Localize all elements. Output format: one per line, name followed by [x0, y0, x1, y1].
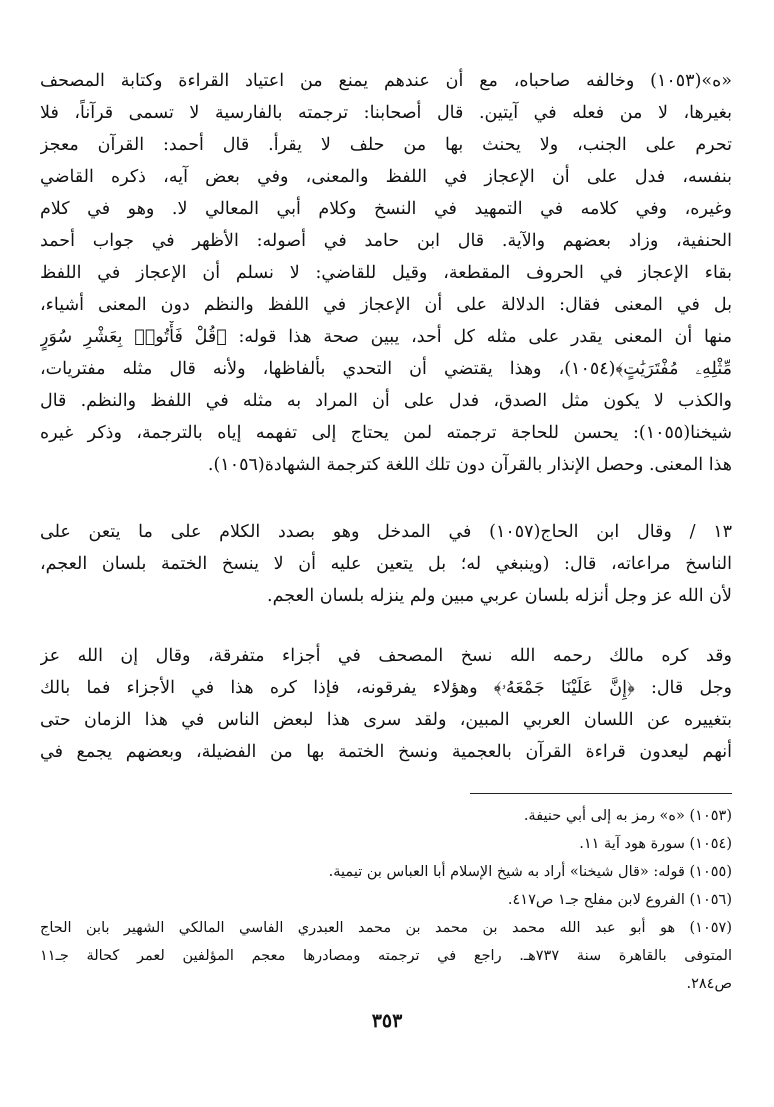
text-line: وجل قال: ﴿إِنَّ عَلَيْنَا جَمْعَهُۥ﴾ وهؤلاء يفرقونه، فإذا كره هذا في الأجزاء فما بالك — [40, 678, 732, 698]
footnote-separator — [470, 793, 732, 794]
text-line: لأن الله عز وجل أنزله بلسان عربي مبين ولم ينزله بلسان العجم. — [267, 586, 732, 606]
footnote-1057: (١٠٥٧) هو أبو عبد الله محمد بن محمد بن محمد العبدري الفاسي المالكي الشهير بابن الحاج — [40, 920, 732, 936]
text-line: مِّثْلِهِۦ مُفْتَرَيَٰتٍ﴾(١٠٥٤)، وهذا يقتضي أن التحدي بألفاظها، ولأنه قال مثله مفتريات، — [40, 359, 732, 379]
text-line: الناسخ مراعاته، قال: (وينبغي له؛ بل يتعين عليه أن لا ينسخ الختمة بلسان العجم، — [40, 554, 732, 574]
paragraph-1 — [40, 65, 732, 481]
text-line: أنهم ليعدون قراءة القرآن بالعجمية ونسخ الختمة بها من الفضيلة، وبعضهم يجمع في — [40, 742, 732, 762]
text-line: «ه»(١٠٥٣) وخالفه صاحباه، مع أن عندهم يمنع من اعتياد القراءة وكتابة المصحف — [40, 71, 732, 91]
paragraph-3 — [40, 640, 732, 768]
footnotes — [40, 802, 732, 998]
text-line: وقد كره مالك رحمه الله نسخ المصحف في أجزاء متفرقة، وقال إن الله عز — [40, 646, 732, 666]
text-line: بتغييره عن اللسان العربي المبين، ولقد سرى هذا لبعض الناس في هذا الزمان حتى — [40, 710, 732, 730]
text-line: منها أن المعنى يقدر على مثله كل أحد، يبين صحة هذا قوله: ﴿قُلْ فَأْتُوا۟ بِعَشْرِ سُوَرٍ — [40, 327, 732, 347]
text-line: شيخنا(١٠٥٥): يحسن للحاجة ترجمته لمن يحتاج إلى تفهمه إياه بالترجمة، وذكر غيره — [40, 423, 732, 443]
text-line: بنفسه، فدل على أن الإعجاز في اللفظ والمعنى، وفي بعض آيه، ذكره القاضي — [40, 167, 732, 187]
text-line: بل في المعنى فقال: الدلالة على أن الإعجاز في اللفظ والنظم دون المعنى أشياء، — [40, 295, 732, 315]
text-line: بغيرها، لا من فعله في آيتين. قال أصحابنا: ترجمته بالفارسية لا تسمى قرآناً، فلا — [40, 103, 732, 123]
footnote-1057-continued: المتوفى بالقاهرة سنة ٧٣٧هـ. راجع في ترجمته ومصادرها معجم المؤلفين لعمر كحالة جـ١١ — [40, 948, 732, 964]
text-line: تحرم على الجنب، ولا يحنث بها من حلف لا يقرأ. قال أحمد: القرآن معجز — [40, 135, 732, 155]
footnote-1056: (١٠٥٦) الفروع لابن مفلح جـ١ ص٤١٧. — [507, 892, 732, 908]
text-line: ١٣ / وقال ابن الحاج(١٠٥٧) في المدخل وهو بصدد الكلام على ما يتعن على — [40, 522, 732, 542]
footnote-1053: (١٠٥٣) «ه» رمز به إلى أبي حنيفة. — [523, 808, 732, 824]
text-line: والكذب لا يكون مثل الصدق، فدل على أن المراد به مثله في اللفظ والنظم. قال — [40, 391, 732, 411]
text-line: وغيره، وفي كلامه في التمهيد في النسخ وكلام أبي المعالي لا. وهو في كلام — [40, 199, 732, 219]
footnote-1057-end: ص٢٨٤. — [686, 976, 732, 992]
footnote-1055: (١٠٥٥) قوله: «قال شيخنا» أراد به شيخ الإسلام أبا العباس بن تيمية. — [328, 864, 732, 880]
page-number: ٣٥٣ — [371, 1010, 403, 1032]
text-line: الحنفية، وزاد بعضهم والآية. قال ابن حامد في أصوله: الأظهر في جواب أحمد — [40, 231, 732, 251]
footnote-1054: (١٠٥٤) سورة هود آية ١١. — [579, 836, 732, 852]
text-line: بقاء الإعجاز في الحروف المقطعة، وقيل للقاضي: لا نسلم أن الإعجاز في اللفظ — [40, 263, 732, 283]
paragraph-2 — [40, 516, 732, 612]
text-line: هذا المعنى. وحصل الإنذار بالقرآن دون تلك اللغة كترجمة الشهادة(١٠٥٦). — [207, 455, 732, 475]
